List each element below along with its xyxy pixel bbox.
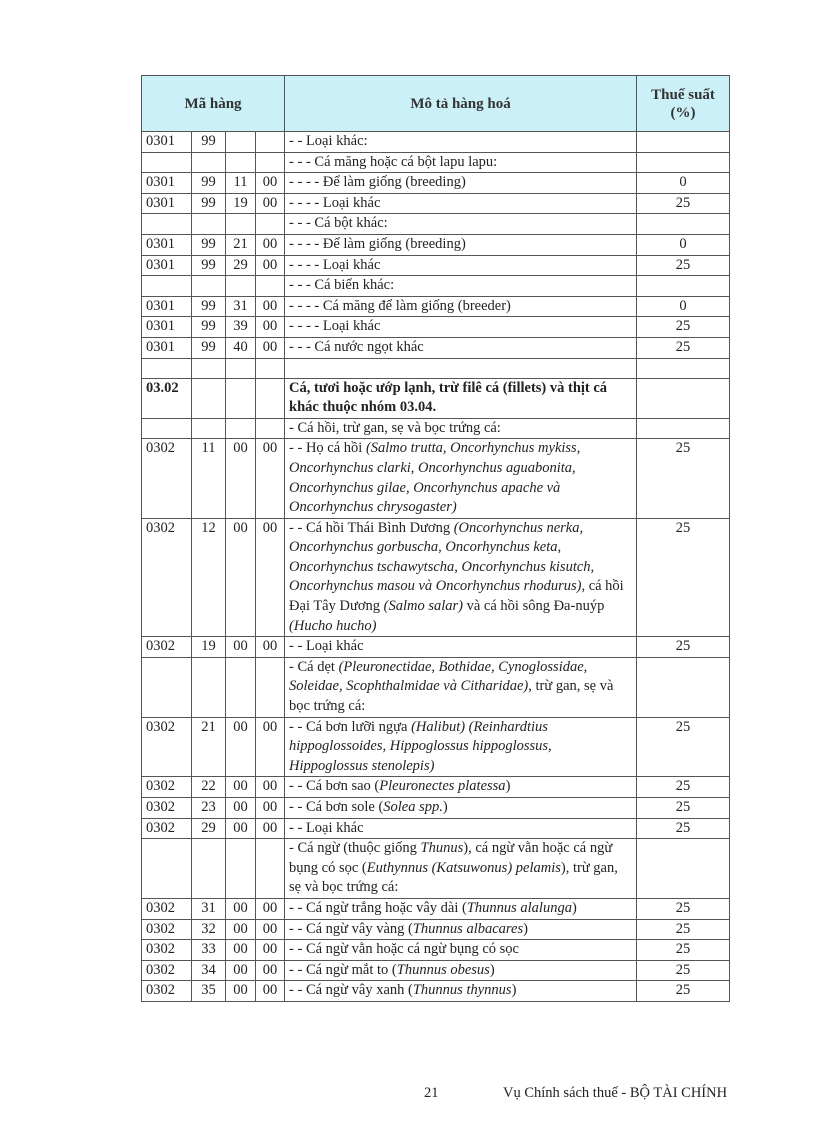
code-sub2-cell: 00 [226, 960, 256, 981]
code-sub1-cell: 22 [192, 777, 226, 798]
code-sub1-cell: 34 [192, 960, 226, 981]
code-sub2-cell: 00 [226, 818, 256, 839]
description-cell [285, 317, 637, 338]
description-text: - - - Cá biển khác: [289, 277, 395, 294]
table-row [142, 940, 730, 961]
rate-cell: 25 [637, 518, 730, 637]
rate-cell: 25 [637, 317, 730, 338]
table-row [142, 818, 730, 839]
code-sub1-cell: 99 [192, 317, 226, 338]
code-sub2-cell: 00 [226, 919, 256, 940]
code-chapter-cell: 0302 [142, 940, 192, 961]
description-text: - - Cá ngừ vây xanh ( [289, 982, 413, 999]
description-text: - - - Cá bột khác: [289, 215, 388, 232]
description-cell [285, 919, 637, 940]
table-row [142, 152, 730, 173]
code-sub1-cell: 19 [192, 637, 226, 658]
rate-cell: 25 [637, 898, 730, 919]
description-cell [285, 839, 637, 899]
code-sub3-cell: 00 [256, 919, 285, 940]
table-row [142, 439, 730, 518]
table-row [142, 255, 730, 276]
code-sub2-cell: 31 [226, 296, 256, 317]
description-text: - - Họ cá hồi [289, 440, 366, 457]
code-sub3-cell: 00 [256, 296, 285, 317]
description-cell [285, 234, 637, 255]
code-sub3-cell [256, 276, 285, 297]
description-text: - - - - Cá măng để làm giống (breeder) [289, 297, 511, 314]
description-cell [285, 214, 637, 235]
code-chapter-cell: 0301 [142, 234, 192, 255]
code-sub1-cell: 99 [192, 173, 226, 194]
code-sub1-cell: 99 [192, 132, 226, 153]
code-sub2-cell: 00 [226, 898, 256, 919]
code-sub1-cell: 11 [192, 439, 226, 518]
code-chapter-cell: 0301 [142, 255, 192, 276]
code-sub3-cell: 00 [256, 255, 285, 276]
description-cell [285, 358, 637, 378]
description-text: ) [511, 982, 517, 999]
table-row [142, 317, 730, 338]
description-text: - - Loại khác: [289, 133, 368, 149]
code-sub2-cell: 19 [226, 193, 256, 214]
rate-cell: 25 [637, 798, 730, 819]
description-cell [285, 193, 637, 214]
description-italic-text: (Salmo trutta, Oncorhynchus mykiss, Oncorhynchus clarki, Oncorhynchus aguabonita, Oncorhynchus gilae, Oncorhynchus apache và Oncorhynchus chrysogaster) [289, 440, 581, 516]
code-sub3-cell: 00 [256, 317, 285, 338]
code-sub1-cell: 23 [192, 798, 226, 819]
code-sub2-cell: 29 [226, 255, 256, 276]
code-sub2-cell [226, 358, 256, 378]
description-cell [285, 418, 637, 439]
code-sub2-cell: 00 [226, 981, 256, 1002]
code-sub3-cell: 00 [256, 940, 285, 961]
table-row [142, 276, 730, 297]
code-chapter-cell: 0302 [142, 637, 192, 658]
code-sub2-cell [226, 657, 256, 717]
code-sub2-cell [226, 276, 256, 297]
table-row-heading [142, 378, 730, 418]
header-code: Mã hàng [142, 76, 285, 132]
table-row [142, 981, 730, 1002]
table-row [142, 657, 730, 717]
code-chapter-cell [142, 214, 192, 235]
description-cell [285, 439, 637, 518]
description-text: - - Cá bơn sole ( [289, 799, 384, 815]
rate-cell [637, 657, 730, 717]
rate-cell: 25 [637, 981, 730, 1002]
description-text: - - - Cá măng hoặc cá bột lapu lapu: [289, 153, 498, 170]
code-sub3-cell: 00 [256, 518, 285, 637]
code-chapter-cell [142, 657, 192, 717]
code-chapter-cell: 0302 [142, 777, 192, 798]
table-row [142, 839, 730, 899]
description-italic-text: Euthynnus (Katsuwonus) pelamis [366, 859, 561, 876]
description-italic-text: Pleuronectes platessa [379, 778, 506, 795]
code-chapter-cell: 0302 [142, 439, 192, 518]
table-row [142, 358, 730, 378]
code-sub3-cell: 00 [256, 898, 285, 919]
code-sub3-cell: 00 [256, 439, 285, 518]
code-sub1-cell [192, 418, 226, 439]
rate-cell [637, 378, 730, 418]
code-sub2-cell: 11 [226, 173, 256, 194]
description-italic-text: Thunnus thynnus [412, 982, 512, 999]
code-sub1-cell [192, 152, 226, 173]
code-sub3-cell: 00 [256, 777, 285, 798]
description-text: - - - Cá nước ngọt khác [289, 338, 424, 355]
rate-cell [637, 214, 730, 235]
description-cell [285, 255, 637, 276]
code-sub3-cell: 00 [256, 798, 285, 819]
description-cell [285, 337, 637, 358]
description-text: ) [489, 961, 495, 978]
code-sub3-cell [256, 358, 285, 378]
code-chapter-cell: 0301 [142, 296, 192, 317]
code-chapter-cell [142, 276, 192, 297]
description-italic-text: (Pleuronectidae, Bothidae, Cynoglossidae, Soleidae, Scophthalmidae và Citharidae) [289, 658, 588, 695]
description-text: - - Loại khác [289, 638, 364, 655]
rate-cell: 25 [637, 960, 730, 981]
header-rate-line1: Thuế suất [651, 86, 715, 103]
description-text: - - - - Để làm giống (breeding) [289, 174, 466, 191]
code-sub3-cell [256, 132, 285, 153]
code-chapter-cell [142, 839, 192, 899]
table-row [142, 898, 730, 919]
rate-cell: 25 [637, 919, 730, 940]
rate-cell: 25 [637, 255, 730, 276]
table-row [142, 214, 730, 235]
rate-cell: 25 [637, 193, 730, 214]
code-sub2-cell: 00 [226, 439, 256, 518]
description-cell [285, 518, 637, 637]
code-sub1-cell: 99 [192, 193, 226, 214]
table-row [142, 960, 730, 981]
code-sub2-cell: 00 [226, 940, 256, 961]
description-text: - - Cá ngừ vằn hoặc cá ngừ bụng có sọc [289, 941, 519, 958]
code-sub3-cell [256, 152, 285, 173]
description-text: ) [442, 799, 448, 815]
description-italic-text: Thunnus alalunga [466, 899, 572, 916]
description-italic-text: (Halibut) (Reinhardtius hippoglossoides, Hippoglossus hippoglossus, Hippoglossus stenolepis) [289, 718, 552, 774]
code-sub3-cell: 00 [256, 337, 285, 358]
code-chapter-cell: 0301 [142, 193, 192, 214]
code-sub1-cell [192, 378, 226, 418]
code-chapter-cell [142, 358, 192, 378]
code-chapter-cell: 0302 [142, 818, 192, 839]
code-sub1-cell: 33 [192, 940, 226, 961]
description-text: - - Cá bơn sao ( [289, 778, 380, 795]
table-row [142, 173, 730, 194]
code-sub1-cell: 29 [192, 818, 226, 839]
code-chapter-cell: 0302 [142, 960, 192, 981]
description-text: - Cá hồi, trừ gan, sẹ và bọc trứng cá: [289, 419, 501, 436]
table-row [142, 234, 730, 255]
table-row [142, 132, 730, 153]
code-sub1-cell: 99 [192, 337, 226, 358]
description-cell [285, 378, 637, 418]
description-cell [285, 296, 637, 317]
code-sub3-cell: 00 [256, 717, 285, 777]
description-cell [285, 981, 637, 1002]
description-text: Cá, tươi hoặc ướp lạnh, trừ filê cá (fillets) và thịt cá khác thuộc nhóm 03.04. [289, 379, 608, 416]
rate-cell: 25 [637, 818, 730, 839]
description-text: - - Cá ngừ mắt to ( [289, 961, 397, 978]
code-sub2-cell: 00 [226, 518, 256, 637]
rate-cell: 25 [637, 439, 730, 518]
rate-cell [637, 152, 730, 173]
description-text: - Cá dẹt [289, 658, 339, 675]
code-chapter-cell: 0301 [142, 173, 192, 194]
description-text: , trừ gan, sẹ và bọc trứng cá: [289, 678, 614, 715]
code-sub1-cell: 32 [192, 919, 226, 940]
description-italic-text: Thunnus obesus [396, 961, 490, 978]
description-text: - Cá ngừ (thuộc giống [289, 840, 421, 857]
code-sub2-cell [226, 214, 256, 235]
rate-cell: 25 [637, 637, 730, 658]
description-cell [285, 940, 637, 961]
table-row [142, 193, 730, 214]
table-row [142, 717, 730, 777]
code-chapter-cell: 0301 [142, 132, 192, 153]
footer-organization: Vụ Chính sách thuế - BỘ TÀI CHÍNH [503, 1085, 728, 1101]
rate-cell [637, 418, 730, 439]
description-text: - - Cá bơn lưỡi ngựa [289, 718, 412, 735]
code-chapter-cell: 0301 [142, 337, 192, 358]
table-row [142, 777, 730, 798]
description-cell [285, 173, 637, 194]
rate-cell [637, 132, 730, 153]
code-sub2-cell: 21 [226, 234, 256, 255]
description-cell [285, 717, 637, 777]
description-text: - - - - Loại khác [289, 256, 381, 273]
code-sub1-cell: 21 [192, 717, 226, 777]
table-row [142, 637, 730, 658]
code-sub1-cell [192, 839, 226, 899]
code-sub1-cell [192, 358, 226, 378]
code-sub2-cell: 00 [226, 637, 256, 658]
rate-cell: 25 [637, 717, 730, 777]
rate-cell: 0 [637, 296, 730, 317]
rate-cell: 0 [637, 173, 730, 194]
description-text: - - - - Loại khác [289, 318, 381, 335]
code-sub3-cell [256, 839, 285, 899]
code-sub2-cell [226, 418, 256, 439]
description-text: ), cá ngừ vằn hoặc cá ngừ bụng có sọc ( [289, 840, 613, 876]
code-sub2-cell: 00 [226, 717, 256, 777]
code-sub3-cell [256, 378, 285, 418]
code-sub1-cell: 12 [192, 518, 226, 637]
table-row [142, 798, 730, 819]
table-row [142, 337, 730, 358]
description-italic-text: (Hucho hucho) [289, 617, 377, 634]
code-sub1-cell [192, 214, 226, 235]
code-sub2-cell: 00 [226, 777, 256, 798]
code-sub1-cell: 99 [192, 255, 226, 276]
description-cell [285, 818, 637, 839]
description-cell [285, 637, 637, 658]
description-cell [285, 798, 637, 819]
code-sub1-cell [192, 657, 226, 717]
description-text: - - - - Loại khác [289, 194, 381, 211]
description-cell [285, 777, 637, 798]
code-sub3-cell: 00 [256, 818, 285, 839]
description-text: , cá hồi Đại Tây Dương [289, 578, 624, 615]
code-sub1-cell [192, 276, 226, 297]
code-sub2-cell [226, 152, 256, 173]
description-cell [285, 152, 637, 173]
tariff-table [141, 75, 730, 1002]
code-chapter-cell [142, 152, 192, 173]
code-sub3-cell: 00 [256, 981, 285, 1002]
code-sub3-cell [256, 657, 285, 717]
description-text: ), trừ gan, sẹ và bọc trứng cá: [289, 859, 618, 896]
code-sub1-cell: 31 [192, 898, 226, 919]
description-italic-text: Thunnus albacares [412, 920, 524, 937]
description-text: - - Cá hồi Thái Bình Dương [289, 519, 454, 536]
code-sub3-cell: 00 [256, 234, 285, 255]
description-cell [285, 960, 637, 981]
code-sub3-cell: 00 [256, 637, 285, 658]
description-text: ) [571, 899, 577, 916]
description-cell [285, 132, 637, 153]
header-rate-line2: (%) [670, 104, 696, 121]
table-body [142, 132, 730, 1002]
page-number: 21 [424, 1085, 439, 1101]
code-chapter-cell: 0302 [142, 798, 192, 819]
description-italic-text: Thunus [420, 840, 464, 857]
code-sub2-cell [226, 839, 256, 899]
description-text: - - Loại khác [289, 819, 364, 836]
description-cell [285, 276, 637, 297]
header-rate [637, 76, 730, 132]
description-text: - - Cá ngừ vây vàng ( [289, 920, 413, 937]
code-chapter-cell: 0302 [142, 898, 192, 919]
description-cell [285, 898, 637, 919]
description-text: ) [505, 778, 511, 795]
code-sub2-cell: 39 [226, 317, 256, 338]
description-text: - - - - Để làm giống (breeding) [289, 235, 466, 252]
table-row [142, 296, 730, 317]
code-sub3-cell [256, 418, 285, 439]
code-chapter-cell: 0302 [142, 518, 192, 637]
code-sub1-cell: 99 [192, 296, 226, 317]
table-header-row [142, 76, 730, 132]
rate-cell [637, 276, 730, 297]
code-sub3-cell [256, 214, 285, 235]
rate-cell [637, 358, 730, 378]
code-sub2-cell [226, 378, 256, 418]
header-description: Mô tả hàng hoá [285, 76, 637, 132]
rate-cell: 0 [637, 234, 730, 255]
description-text: - - Cá ngừ trắng hoặc vây dài ( [289, 899, 467, 916]
code-chapter-cell [142, 418, 192, 439]
code-sub1-cell: 35 [192, 981, 226, 1002]
code-chapter-cell: 0301 [142, 317, 192, 338]
code-sub2-cell [226, 132, 256, 153]
code-sub2-cell: 40 [226, 337, 256, 358]
rate-cell: 25 [637, 777, 730, 798]
description-italic-text: Solea spp. [383, 799, 443, 815]
description-cell [285, 657, 637, 717]
code-chapter-cell: 03.02 [142, 378, 192, 418]
table-row [142, 418, 730, 439]
table-row [142, 518, 730, 637]
description-text: ) [523, 920, 528, 937]
description-italic-text: (Oncorhynchus nerka, Oncorhynchus gorbuscha, Oncorhynchus keta, Oncorhynchus tschawytscha, Oncorhynchus kisutch, Oncorhynchus masou và Oncorhynchus rhodurus) [289, 519, 595, 595]
description-italic-text: (Salmo salar) [383, 598, 463, 615]
description-text: và cá hồi sông Đa-nuýp [462, 598, 605, 615]
code-sub3-cell: 00 [256, 173, 285, 194]
table-row [142, 919, 730, 940]
code-chapter-cell: 0302 [142, 981, 192, 1002]
rate-cell [637, 839, 730, 899]
rate-cell: 25 [637, 940, 730, 961]
rate-cell: 25 [637, 337, 730, 358]
code-sub1-cell: 99 [192, 234, 226, 255]
code-sub2-cell: 00 [226, 798, 256, 819]
code-chapter-cell: 0302 [142, 919, 192, 940]
code-chapter-cell: 0302 [142, 717, 192, 777]
code-sub3-cell: 00 [256, 193, 285, 214]
code-sub3-cell: 00 [256, 960, 285, 981]
